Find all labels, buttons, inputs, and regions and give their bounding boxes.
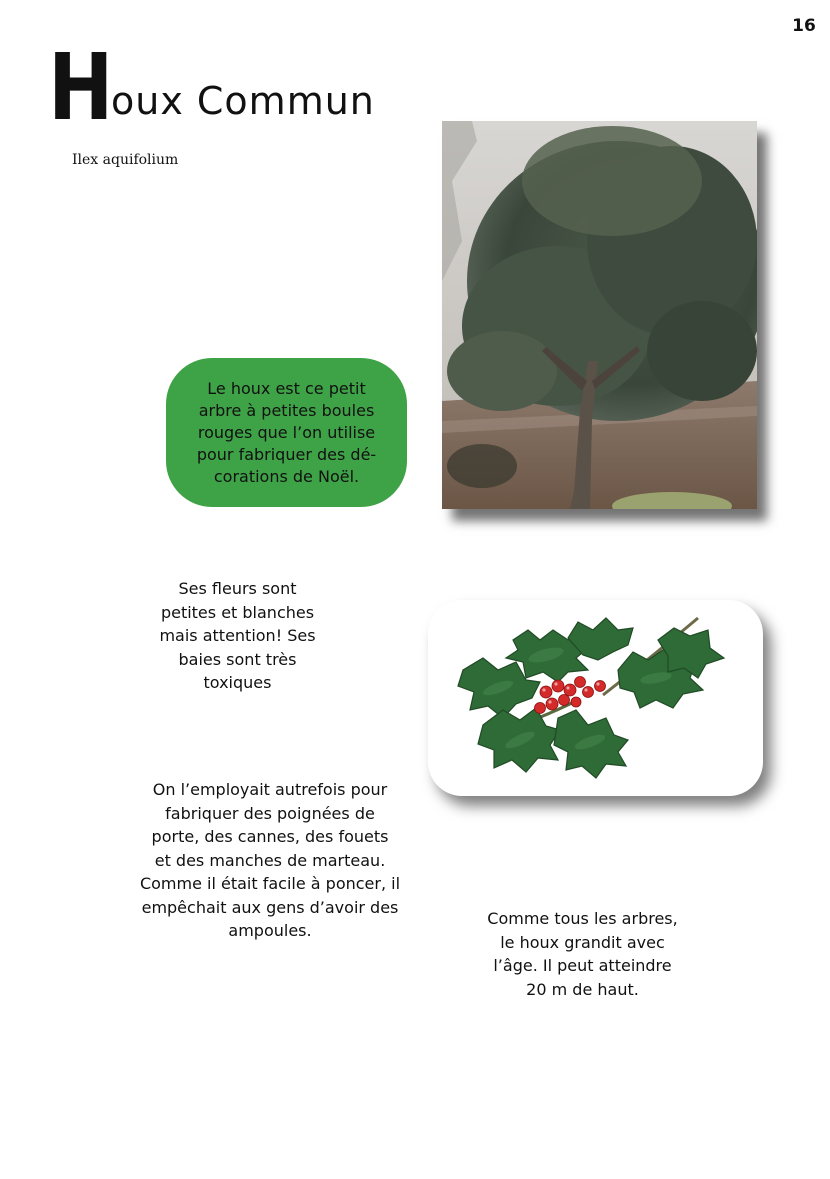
paragraph-line: Ses fleurs sont bbox=[178, 579, 297, 598]
paragraph-line: toxiques bbox=[203, 673, 272, 692]
paragraph-line: Comme tous les arbres, bbox=[487, 909, 678, 928]
title-rest: oux Commun bbox=[111, 79, 375, 123]
paragraph-line: baies sont très bbox=[178, 649, 297, 669]
bubble-line: corations de Noël. bbox=[213, 466, 360, 486]
paragraph-line: Comme il était facile à poncer, il bbox=[139, 874, 401, 893]
paragraph-line: empêchait aux gens d’avoir des bbox=[141, 897, 399, 917]
bubble-line: pour fabriquer des dé- bbox=[196, 444, 377, 464]
title-initial: H bbox=[48, 34, 112, 141]
paragraph-line: l’âge. Il peut atteindre bbox=[493, 956, 672, 975]
paragraph-line: et des manches de marteau. bbox=[154, 850, 386, 870]
paragraph-line: porte, des cannes, des fouets bbox=[151, 827, 389, 846]
uses-paragraph bbox=[110, 778, 430, 943]
paragraph-line: fabriquer des poignées de bbox=[165, 803, 375, 823]
paragraph-line: On l’employait autrefois pour bbox=[152, 780, 388, 799]
holly-branch-photo bbox=[428, 600, 763, 796]
paragraph-line: le houx grandit avec bbox=[500, 932, 665, 952]
paragraph-line: 20 m de haut. bbox=[526, 979, 639, 999]
paragraph-line: ampoules. bbox=[228, 921, 312, 940]
bubble-line: arbre à petites boules bbox=[198, 400, 375, 420]
growth-paragraph bbox=[460, 907, 705, 1001]
page-number: 16 bbox=[792, 16, 816, 36]
paragraph-line: mais attention! Ses bbox=[159, 626, 316, 645]
bubble-line: Le houx est ce petit bbox=[207, 378, 366, 398]
bubble-line: rouges que l’on utilise bbox=[197, 422, 376, 442]
holly-tree-photo bbox=[442, 121, 757, 509]
flowers-paragraph bbox=[130, 577, 345, 695]
intro-bubble bbox=[166, 358, 407, 507]
paragraph-line: petites et blanches bbox=[160, 602, 315, 622]
scientific-name: Ilex aquifolium bbox=[72, 152, 179, 168]
page-title bbox=[48, 34, 375, 141]
